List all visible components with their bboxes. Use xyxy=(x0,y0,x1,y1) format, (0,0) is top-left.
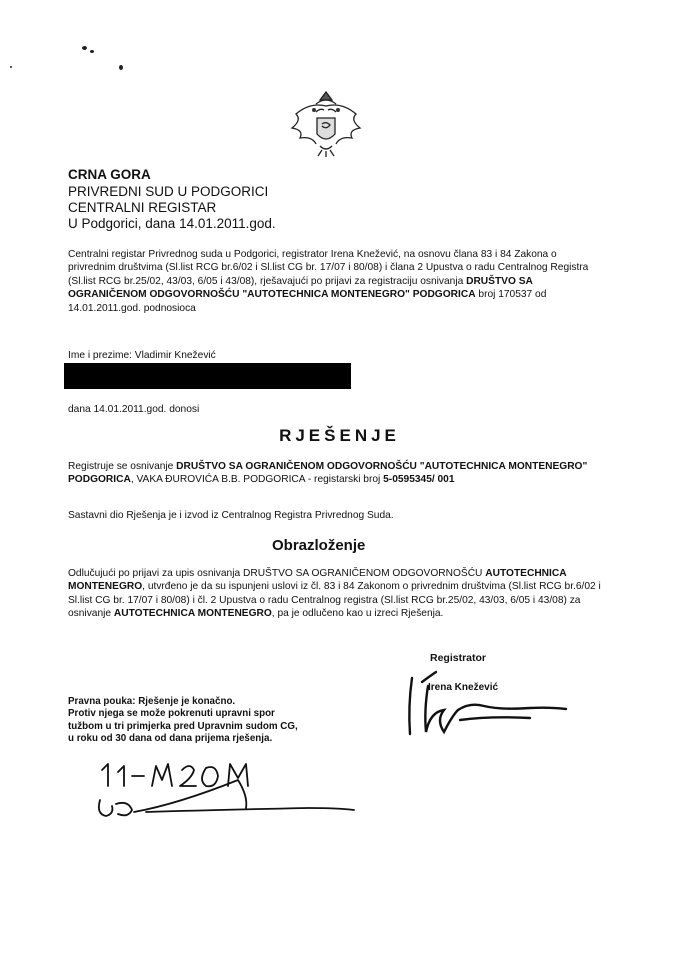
reasoning-body: , utvrđeno je da su ispunjeni uslovi iz čl. 83 i 84 Zakonom o privrednim društvima (Sl.list RCG br.6/02 i Sl.list CG br. 17/07 i 80/08) i čl. 2 Upustva o radu Centralnog registra (Sl.list RCG br.25/02, 43/03, 6/05 i 43/08) za osnivanje xyxy=(68,581,601,620)
registrator-label: Registrator xyxy=(430,652,487,664)
registrator-signature xyxy=(400,666,600,742)
legal-notice-line: Protiv njega se može pokrenuti upravni spor xyxy=(68,708,275,720)
court-name: PRIVREDNI SUD U PODGORICI xyxy=(68,184,269,199)
scan-speck xyxy=(10,66,12,68)
legal-notice-line: Pravna pouka: Rješenje je konačno. xyxy=(68,696,236,707)
reasoning-title: Obrazloženje xyxy=(272,537,366,554)
scan-speck xyxy=(82,46,87,50)
registry-name: CENTRALNI REGISTAR xyxy=(68,200,217,215)
registrator-name: Irena Knežević xyxy=(428,682,499,693)
reasoning-company-name: AUTOTECHNICA MONTENEGRO xyxy=(68,568,567,593)
intro-company-name: DRUŠTVO SA OGRANIČENOM ODGOVORNOŠĆU "AUTOTECHNICA MONTENEGRO" PODGORICA xyxy=(68,275,533,301)
country-heading: CRNA GORA xyxy=(68,167,151,182)
intro-tail: broj 170537 od 14.01.2011.god. podnosioca xyxy=(68,289,547,314)
resolution-lead: Registruje se osnivanje xyxy=(68,461,174,472)
registration-number: 5-0595345/ 001 xyxy=(383,474,455,486)
place-date: U Podgorici, dana 14.01.2011.god. xyxy=(68,216,276,231)
applicant-name: Ime i prezime: Vladimir Knežević xyxy=(68,350,216,361)
legal-notice-line: u roku od 30 dana od dana prijema rješenja. xyxy=(68,732,273,744)
resolution-title: RJEŠENJE xyxy=(279,426,400,445)
resolution-company-name: DRUŠTVO SA OGRANIČENOM ODGOVORNOŠĆU "AUTOTECHNICA MONTENEGRO" PODGORICA xyxy=(68,461,588,486)
resolution-address: , VAKA ĐUROVIĆA B.B. PODGORICA - registarski broj xyxy=(130,474,381,486)
intro-text: Centralni registar Privrednog suda u Podgorici, registrator Irena Knežević, na osnovu člana 83 i 84 Zakona o privrednim društvima (Sl.list RCG br.6/02 i Sl.list CG br. 17/07 i 80/08) i člana 2 Upustva o radu Centralnog Registra (Sl.list RCG br.25/02, 43/03, 6/05 i 43/08), rješavajući po prijavi za registraciju osnivanja xyxy=(68,249,589,287)
handwritten-date xyxy=(88,756,368,828)
reasoning-tail: , pa je odlučeno kao u izreci Rješenja. xyxy=(271,608,444,620)
reasoning-paragraph xyxy=(68,567,603,621)
resolution-paragraph xyxy=(68,460,600,487)
decision-date: dana 14.01.2011.god. donosi xyxy=(68,404,200,415)
resolution-note: Sastavni dio Rješenja je i izvod iz Centralnog Registra Privrednog Suda. xyxy=(68,510,394,521)
scan-speck xyxy=(90,50,94,53)
intro-paragraph xyxy=(68,248,590,315)
legal-notice xyxy=(68,696,298,745)
reasoning-lead: Odlučujući po prijavi za upis osnivanja DRUŠTVO SA OGRANIČENOM ODGOVORNOŠĆU xyxy=(68,568,483,579)
scan-speck xyxy=(119,65,123,70)
redaction-bar xyxy=(64,363,351,389)
reasoning-company-name-2: AUTOTECHNICA MONTENEGRO xyxy=(113,608,272,620)
legal-notice-line: tužbom u tri primjerka pred Upravnim sudom CG, xyxy=(68,720,298,732)
coat-of-arms-emblem xyxy=(286,88,366,160)
